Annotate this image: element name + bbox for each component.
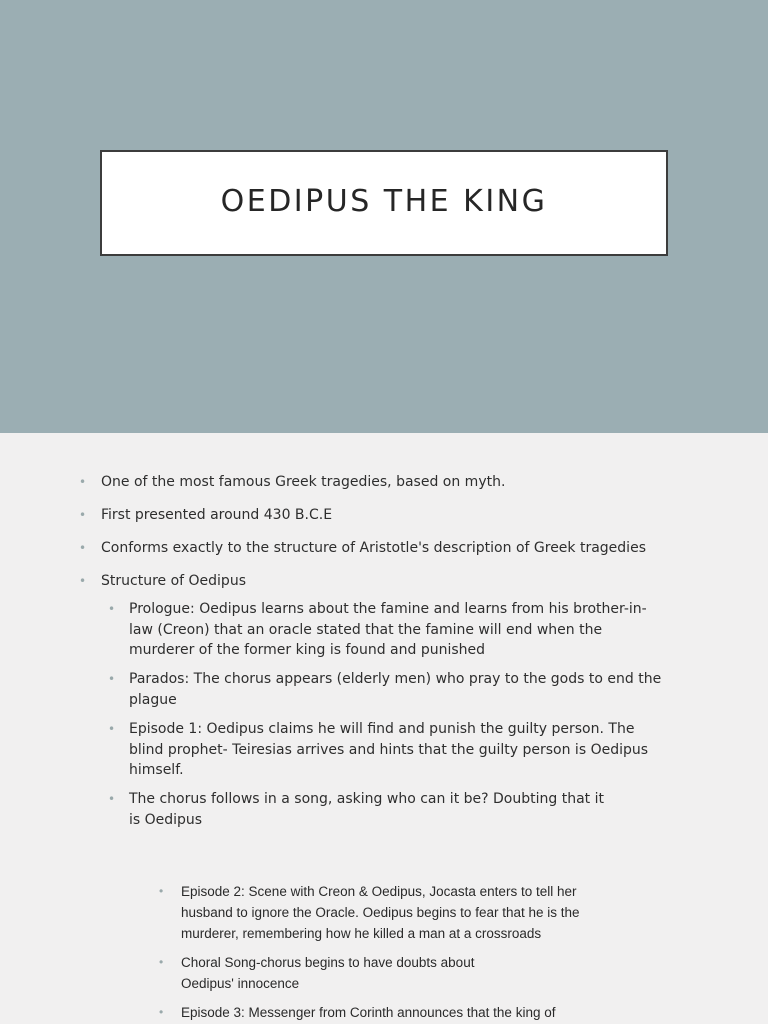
sub-list-item-text: Episode 2: Scene with Creon & Oedipus, Jocasta enters to tell her husband to ignore the Oracle. Oedipus begins to fear that he is the murderer, remembering how he killed a man at a crossroads <box>181 884 580 941</box>
bullet-icon: • <box>79 574 87 588</box>
title-slide <box>0 0 768 433</box>
sub-list-item <box>108 789 614 830</box>
bullet-icon: • <box>159 1005 164 1019</box>
bullet-icon: • <box>159 884 164 898</box>
list-item-text: Structure of Oedipus <box>101 573 246 589</box>
bullet-icon: • <box>159 955 164 969</box>
title-box <box>100 150 668 256</box>
bullet-icon: • <box>79 475 87 489</box>
sub-list-item <box>159 952 501 994</box>
sub-list-item-text: Prologue: Oedipus learns about the famine and learns from his brother-in-law (Creon) that an oracle stated that the famine will end when the murderer of the former king is found and punished <box>129 601 647 658</box>
bullet-icon: • <box>79 541 87 555</box>
sub-list-item <box>159 881 611 944</box>
list-item <box>79 472 681 493</box>
sub-list-item <box>108 719 664 781</box>
bullet-icon: • <box>79 508 87 522</box>
sub-list-item <box>159 1002 611 1023</box>
sub-list-item-text: Episode 1: Oedipus claims he will find and punish the guilty person. The blind prophet- Teiresias arrives and hints that the guilty person is Oedipus himself. <box>129 721 649 778</box>
list-item-text: First presented around 430 B.C.E <box>101 507 333 523</box>
list-item <box>79 505 681 526</box>
list-item <box>79 571 681 592</box>
bullet-icon: • <box>108 792 116 806</box>
sub-list-item-text: Parados: The chorus appears (elderly men) who pray to the gods to end the plague <box>129 671 662 708</box>
sub-list-item <box>108 599 664 661</box>
sub-list-item-text: The chorus follows in a song, asking who can it be? Doubting that it is Oedipus <box>129 791 604 828</box>
list-item <box>79 538 681 559</box>
bullet-icon: • <box>108 602 116 616</box>
slide-title: OEDIPUS THE KING <box>220 183 548 219</box>
sub-list-item <box>108 669 664 710</box>
sub-list-item-text: Choral Song-chorus begins to have doubts about Oedipus' innocence <box>181 955 475 991</box>
bullet-icon: • <box>108 672 116 686</box>
list-item-text: One of the most famous Greek tragedies, based on myth. <box>101 474 506 490</box>
bullet-icon: • <box>108 722 116 736</box>
list-item-text: Conforms exactly to the structure of Aristotle's description of Greek tragedies <box>101 540 646 556</box>
sub-list-item-text: Episode 3: Messenger from Corinth announces that the king of <box>181 1005 556 1020</box>
content-slide <box>0 433 768 1024</box>
